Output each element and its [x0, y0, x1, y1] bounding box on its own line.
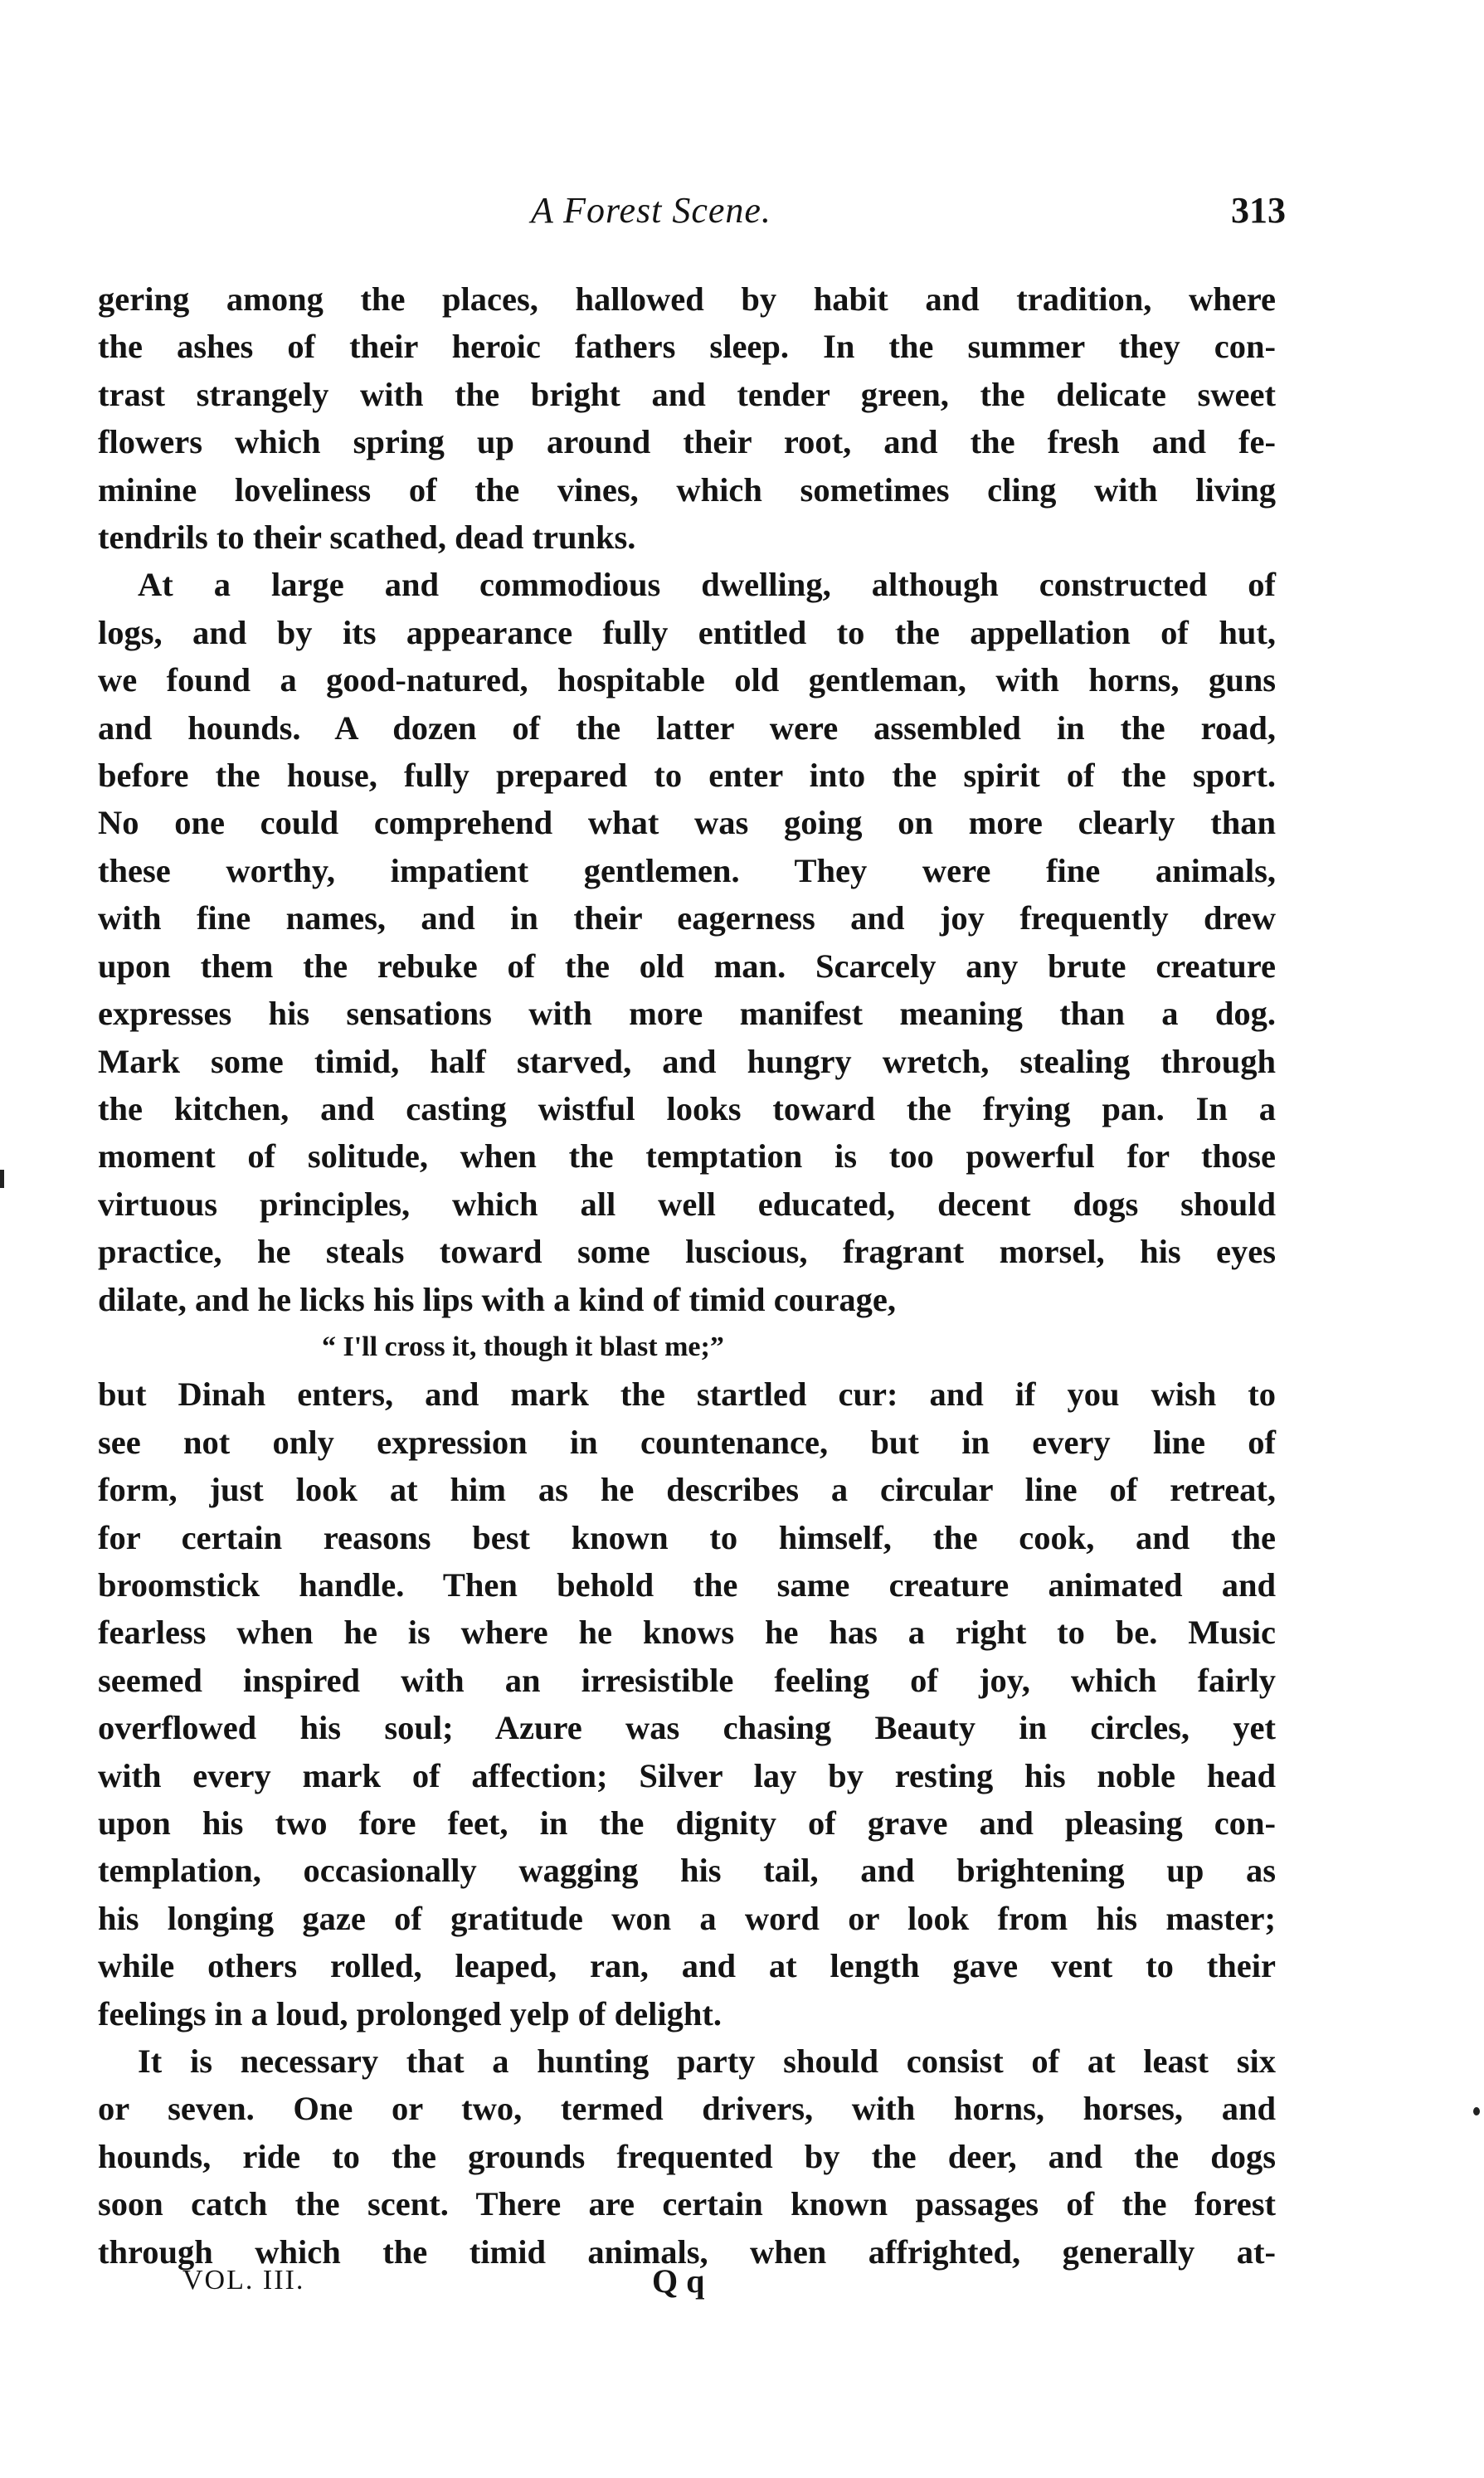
text-line: No one could comprehend what was going on more clearly than: [98, 804, 1276, 842]
text-line: overflowed his soul; Azure was chasing Beauty in circles, yet: [98, 1709, 1276, 1747]
text-line: for certain reasons best known to himself, the cook, and the: [98, 1518, 1276, 1556]
volume-marker: VOL. III.: [182, 2265, 305, 2295]
text-line: seemed inspired with an irresistible feeling of joy, which fairly: [98, 1661, 1276, 1699]
text-line: minine loveliness of the vines, which sometimes cling with living: [98, 470, 1276, 509]
text-line: expresses his sensations with more manifest meaning than a dog.: [98, 995, 1276, 1033]
text-line: we found a good-natured, hospitable old gentleman, with horns, guns: [98, 661, 1276, 699]
text-line: or seven. One or two, termed drivers, with horns, horses, and: [98, 2090, 1276, 2128]
text-line: see not only expression in countenance, but in every line of: [98, 1423, 1276, 1461]
text-line: upon them the rebuke of the old man. Scarcely any brute creature: [98, 947, 1276, 985]
text-line: his longing gaze of gratitude won a word or look from his master;: [98, 1899, 1276, 1937]
page-number: 313: [1231, 190, 1286, 231]
text-line: fearless when he is where he knows he has a right to be. Music: [98, 1614, 1276, 1652]
quotation-line: “ I'll cross it, though it blast me;”: [322, 1331, 724, 1362]
text-line: but Dinah enters, and mark the startled cur: and if you wish to: [98, 1375, 1276, 1414]
text-line: gering among the places, hallowed by habit and tradition, where: [98, 280, 1276, 318]
text-line: logs, and by its appearance fully entitled to the appellation of hut,: [98, 613, 1276, 651]
running-title: A Forest Scene.: [531, 190, 771, 231]
paragraph-start-line: It is necessary that a hunting party should consist of at least six: [138, 2042, 1276, 2081]
text-line: moment of solitude, when the temptation is too powerful for those: [98, 1137, 1276, 1176]
text-line: through which the timid animals, when affrighted, generally at-: [98, 2232, 1276, 2271]
text-line: templation, occasionally wagging his tail, and brightening up as: [98, 1852, 1276, 1890]
text-line: before the house, fully prepared to enter into the spirit of the sport.: [98, 757, 1276, 795]
text-line: feelings in a loud, prolonged yelp of delight.: [98, 1994, 722, 2033]
text-line: while others rolled, leaped, ran, and at length gave vent to their: [98, 1947, 1276, 1985]
text-line: upon his two fore feet, in the dignity of grave and pleasing con-: [98, 1804, 1276, 1842]
text-line: soon catch the scent. There are certain known passages of the forest: [98, 2185, 1276, 2223]
text-line: virtuous principles, which all well educated, decent dogs should: [98, 1185, 1276, 1223]
scan-mark-left: [0, 1170, 4, 1188]
scan-mark-right: [1473, 2107, 1480, 2115]
text-line: form, just look at him as he describes a circular line of retreat,: [98, 1471, 1276, 1509]
text-line: the ashes of their heroic fathers sleep. In the summer they con-: [98, 328, 1276, 366]
text-line: these worthy, impatient gentlemen. They were fine animals,: [98, 851, 1276, 889]
text-line: tendrils to their scathed, dead trunks.: [98, 518, 636, 557]
text-line: flowers which spring up around their root, and the fresh and fe-: [98, 423, 1276, 461]
text-line: with fine names, and in their eagerness and joy frequently drew: [98, 899, 1276, 937]
text-line: broomstick handle. Then behold the same creature animated and: [98, 1565, 1276, 1604]
text-line: with every mark of affection; Silver lay by resting his noble head: [98, 1756, 1276, 1794]
text-line: and hounds. A dozen of the latter were assembled in the road,: [98, 708, 1276, 747]
text-line: dilate, and he licks his lips with a kind of timid courage,: [98, 1280, 897, 1318]
text-line: Mark some timid, half starved, and hungry wretch, stealing through: [98, 1042, 1276, 1080]
text-line: practice, he steals toward some luscious, fragrant morsel, his eyes: [98, 1233, 1276, 1271]
text-line: hounds, ride to the grounds frequented by the deer, and the dogs: [98, 2137, 1276, 2175]
signature-mark: Q q: [652, 2262, 705, 2300]
body-text: [98, 275, 1276, 2276]
paragraph-start-line: At a large and commodious dwelling, although constructed of: [138, 566, 1276, 604]
text-line: the kitchen, and casting wistful looks toward the frying pan. In a: [98, 1089, 1276, 1127]
text-line: trast strangely with the bright and tender green, the delicate sweet: [98, 375, 1276, 413]
